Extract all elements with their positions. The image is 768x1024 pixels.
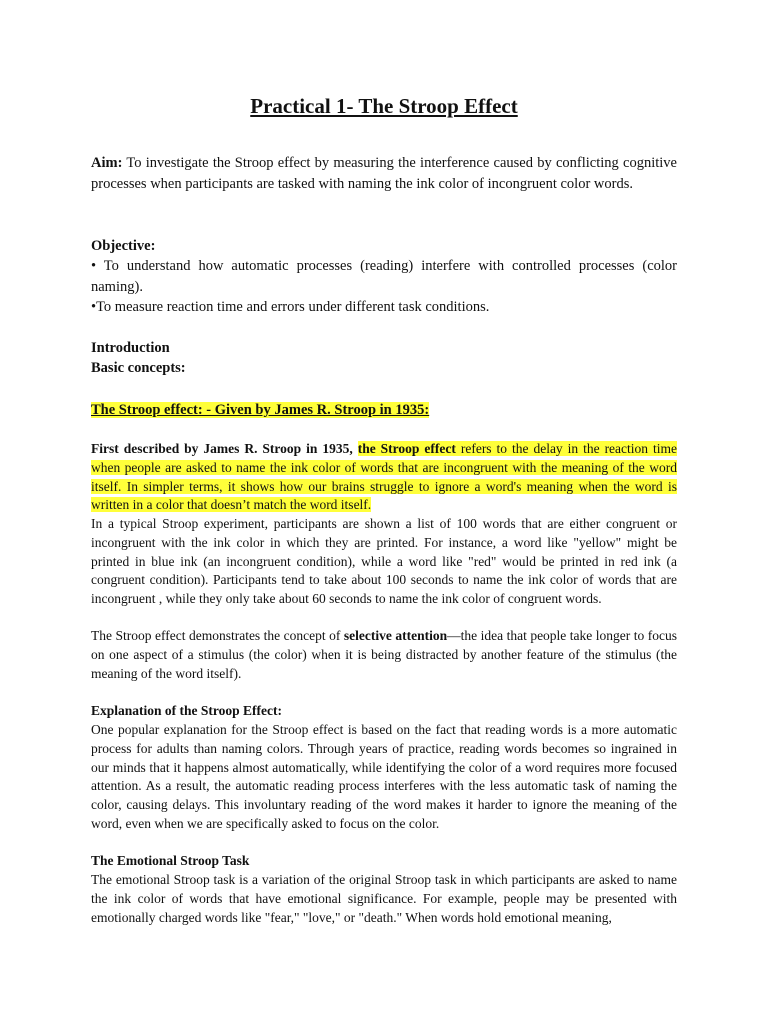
- stroop-definition-paragraph: [91, 440, 677, 515]
- basic-concepts-heading: Basic concepts:: [91, 360, 186, 376]
- definition-lead: First described by James R. Stroop in 1935,: [91, 441, 358, 456]
- explanation-heading: Explanation of the Stroop Effect:: [91, 703, 282, 718]
- objective-bullet-2: •To measure reaction time and errors under different task conditions.: [91, 299, 490, 315]
- stroop-experiment-paragraph: In a typical Stroop experiment, participants are shown a list of 100 words that are either congruent or incongruent with the ink color in which they are printed. For instance, a word like "yellow" might be printed in blue ink (an incongruent condition), while a word like "red" would be printed in red ink (a congruent condition). Participants tend to take about 100 seconds to name the ink color of words that are incongruent , while they only take about 60 seconds to name the ink color of congruent words.: [91, 516, 677, 607]
- selective-attention-before: The Stroop effect demonstrates the concept of: [91, 628, 344, 643]
- stroop-effect-heading-text: The Stroop effect: - Given by James R. Stroop in 1935:: [91, 402, 430, 418]
- stroop-effect-heading: [91, 400, 677, 421]
- selective-attention-term: selective attention: [343, 628, 448, 643]
- emotional-stroop-heading: The Emotional Stroop Task: [91, 853, 250, 868]
- definition-term: the Stroop effect: [357, 441, 456, 456]
- emotional-stroop-paragraph: The emotional Stroop task is a variation of the original Stroop task in which participants are asked to name the ink color of words that have emotional significance. For example, people may be presented with emotionally charged words like "fear," "love," or "death." When words hold emotional meaning,: [91, 872, 677, 925]
- objective-heading: Objective:: [91, 238, 156, 254]
- objective-bullet-1: • To understand how automatic processes (reading) interfere with controlled processes (color naming).: [91, 258, 677, 295]
- introduction-heading: Introduction: [91, 340, 170, 356]
- selective-attention-paragraph: [91, 627, 677, 683]
- aim-paragraph: [91, 153, 677, 194]
- selective-attention-after: —the idea that people take longer to focus on one aspect of a stimulus (the color) when it is being distracted by another feature of the stimulus (the meaning of the word itself).: [91, 628, 678, 681]
- page-title: Practical 1- The Stroop Effect: [250, 94, 518, 118]
- definition-text: refers to the delay in the reaction time when people are asked to name the ink color of words that are incongruent with the meaning of the word itself. In simpler terms, it shows how our brains struggle to ignore a word's meaning when the word is written in a color that doesn’t match the word itself.: [91, 441, 677, 513]
- aim-label: Aim:: [91, 155, 123, 171]
- explanation-paragraph: One popular explanation for the Stroop effect is based on the fact that reading words is a more automatic process for adults than naming colors. Through years of practice, reading words becomes so ingrained in our minds that it happens almost automatically, while identifying the color of a word requires more focused attention. As a result, the automatic reading process interferes with the less automatic task of naming the color, causing delays. This involuntary reading of the word makes it harder to ignore the meaning of the word, even when we are specifically asked to focus on the color.: [91, 722, 677, 831]
- aim-text: To investigate the Stroop effect by measuring the interference caused by conflicting cognitive processes when participants are tasked with naming the ink color of incongruent color words.: [91, 155, 677, 192]
